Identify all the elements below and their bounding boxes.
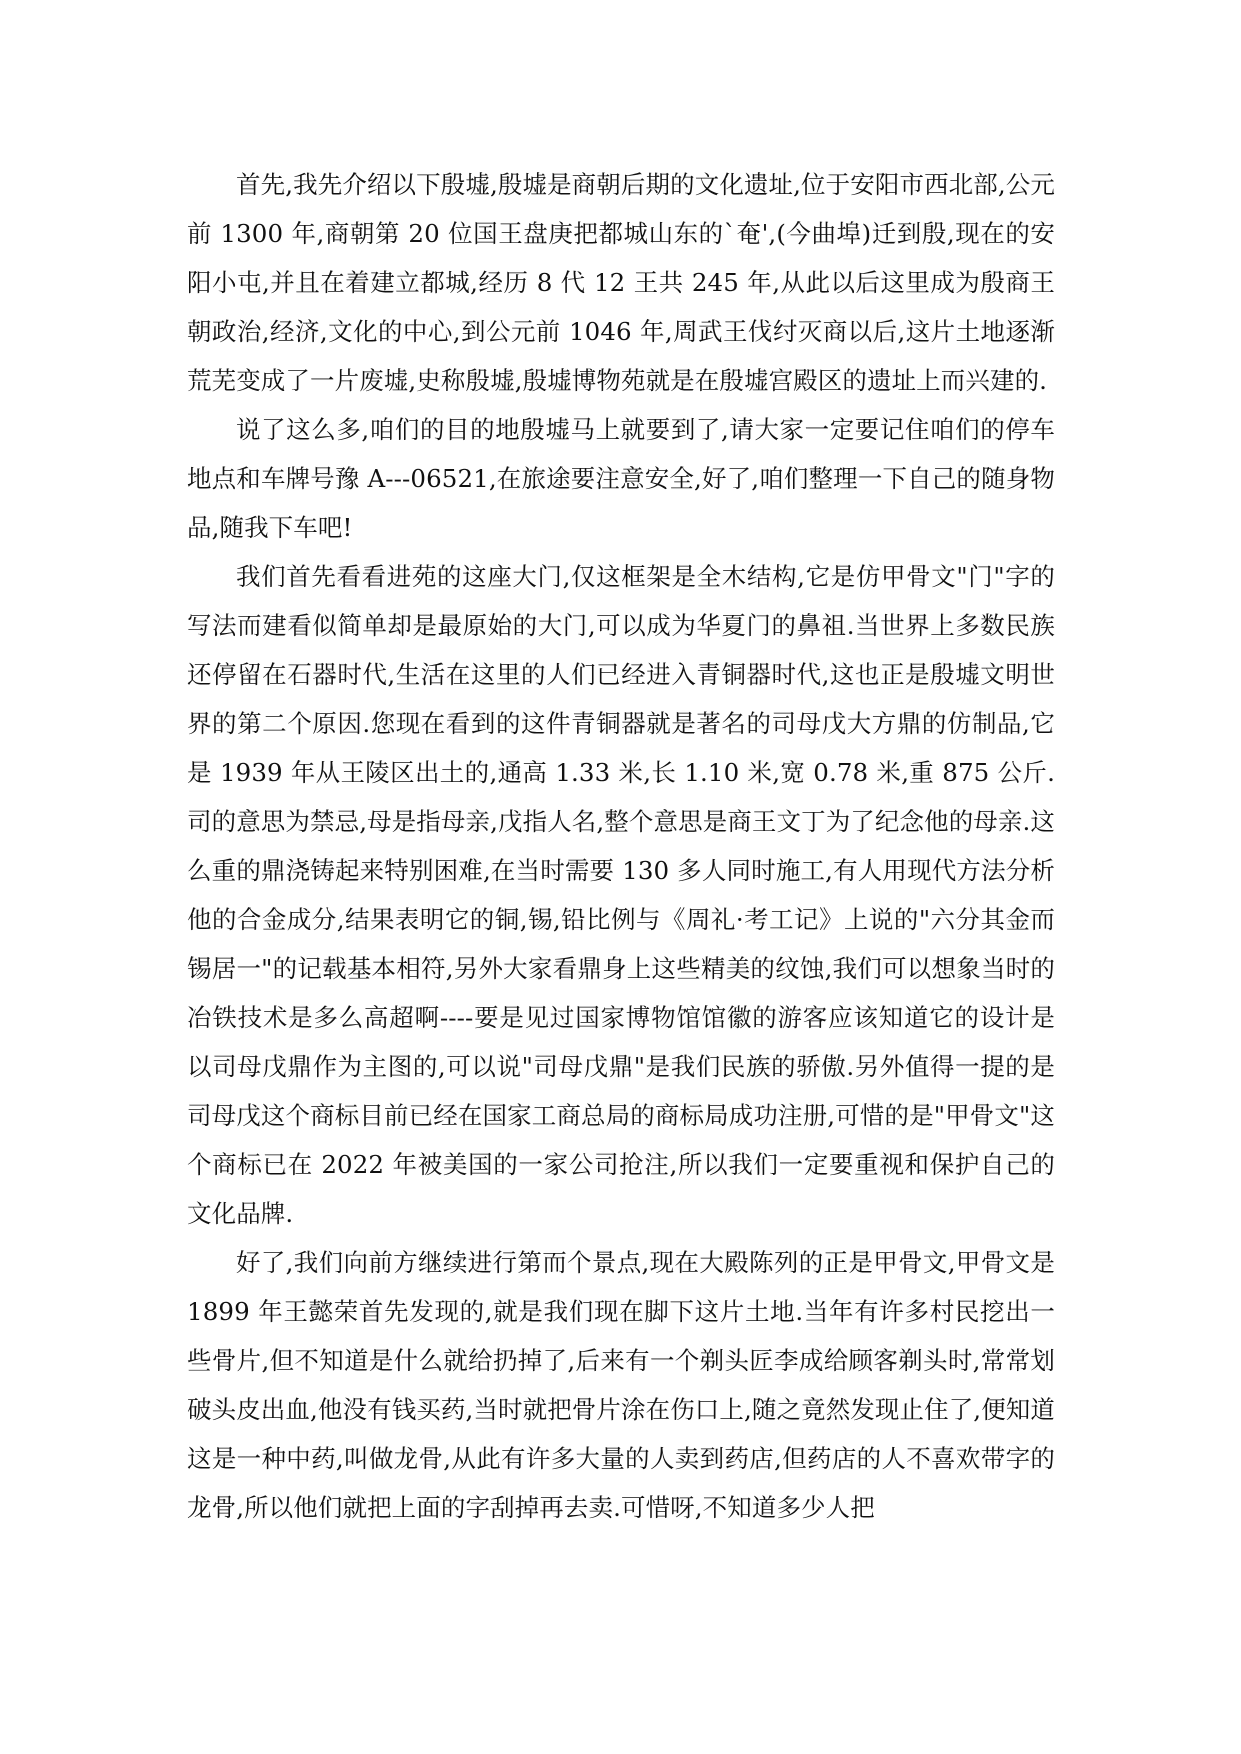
paragraph-gate-and-bronze: 我们首先看看进苑的这座大门,仅这框架是全木结构,它是仿甲骨文"门"字的写法而建看似简单却是最原始的大门,可以成为华夏门的鼻祖.当世界上多数民族还停留在石器时代,生活在这里的人们已经进入青铜器时代,这也正是殷墟文明世界的第二个原因.您现在看到的这件青铜器就是著名的司母戊大方鼎的仿制品,它是 1939 年从王陵区出土的,通高 1.33 米,长 1.10 米,宽 0.78 米,重 875 公斤.司的意思为禁忌,母是指母亲,戊指人名,整个意思是商王文丁为了纪念他的母亲.这么重的鼎浇铸起来特别困难,在当时需要 130 多人同时施工,有人用现代方法分析他的合金成分,结果表明它的铜,锡,铅比例与《周礼·考工记》上说的"六分其金而锡居一"的记载基本相符,另外大家看鼎身上这些精美的纹蚀,我们可以想象当时的冶铁技术是多么高超啊----要是见过国家博物馆馆徽的游客应该知道它的设计是以司母戊鼎作为主图的,可以说"司母戊鼎"是我们民族的骄傲.另外值得一提的是司母戊这个商标目前已经在国家工商总局的商标局成功注册,可惜的是"甲骨文"这个商标已在 2022 年被美国的一家公司抢注,所以我们一定要重视和保护自己的文化品牌. (187, 562, 1055, 1228)
paragraph-oracle-bones: 好了,我们向前方继续进行第而个景点,现在大殿陈列的正是甲骨文,甲骨文是 1899 年王懿荣首先发现的,就是我们现在脚下这片土地.当年有许多村民挖出一些骨片,但不知道是什么就给扔掉了,后来有一个剃头匠李成给顾客剃头时,常常划破头皮出血,他没有钱买药,当时就把骨片涂在伤口上,随之竟然发现止住了,便知道这是一种中药,叫做龙骨,从此有许多大量的人卖到药店,但药店的人不喜欢带字的龙骨,所以他们就把上面的字刮掉再去卖.可惜呀,不知道多少人把 (187, 1248, 1055, 1522)
paragraph-yinxu-intro: 首先,我先介绍以下殷墟,殷墟是商朝后期的文化遗址,位于安阳市西北部,公元前 1300 年,商朝第 20 位国王盘庚把都城山东的`奄',(今曲埠)迁到殷,现在的安阳小屯,并且在着建立都城,经历 8 代 12 王共 245 年,从此以后这里成为殷商王朝政治,经济,文化的中心,到公元前 1046 年,周武王伐纣灭商以后,这片土地逐渐荒芜变成了一片废墟,史称殷墟,殷墟博物苑就是在殷墟宫殿区的遗址上而兴建的. (187, 170, 1055, 395)
paragraph-arrival-notice: 说了这么多,咱们的目的地殷墟马上就要到了,请大家一定要记住咱们的停车地点和车牌号豫 A---06521,在旅途要注意安全,好了,咱们整理一下自己的随身物品,随我下车吧! (187, 415, 1055, 542)
document-body (187, 160, 1055, 1532)
